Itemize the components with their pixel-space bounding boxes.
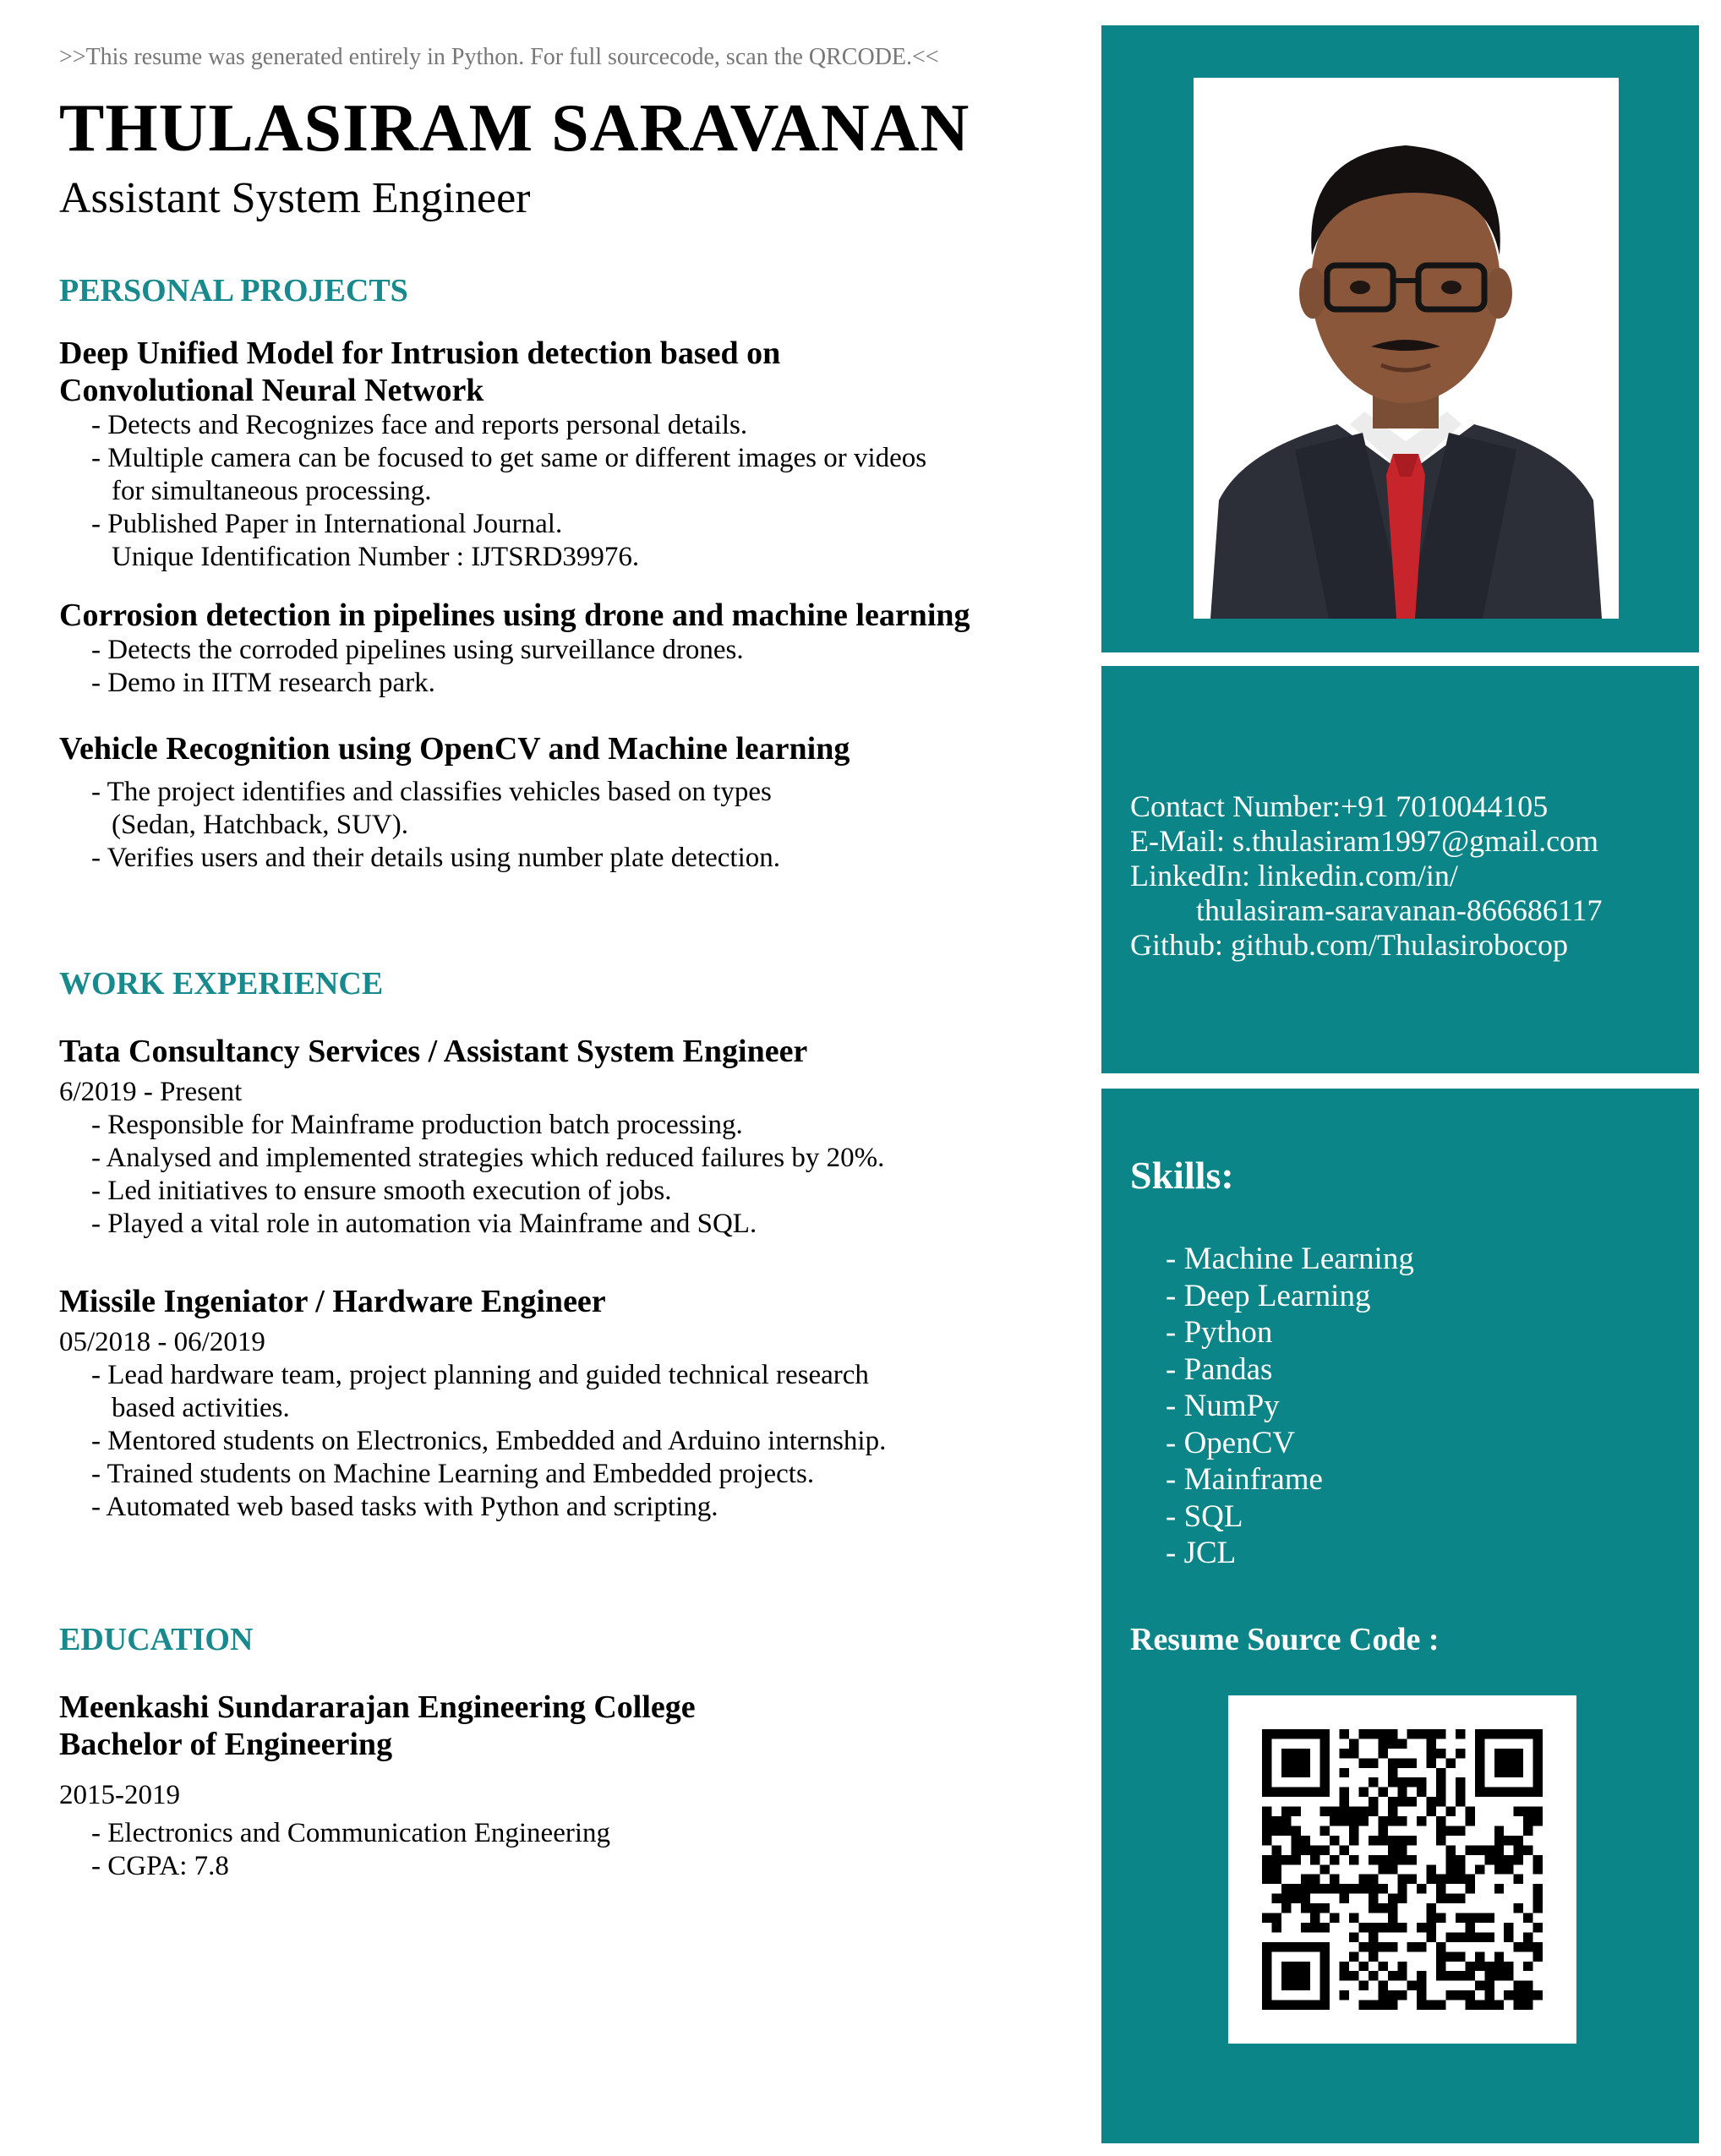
bullet-item: - Electronics and Communication Engineering <box>91 1817 1074 1850</box>
bullet-text: Published Paper in International Journal. <box>107 509 563 539</box>
bullet-continuation: (Sedan, Hatchback, SUV). <box>112 810 408 840</box>
bullet-item: - Verifies users and their details using number plate detection. <box>91 842 1074 875</box>
project-bullets <box>59 409 1074 574</box>
contact-linkedin-continuation[interactable]: thulasiram-saravanan-866686117 <box>1196 893 1603 927</box>
bullet-continuation: for simultaneous processing. <box>112 476 432 506</box>
bullet-item: - Analysed and implemented strategies which reduced failures by 20%. <box>91 1142 1074 1175</box>
photo-panel <box>1101 25 1699 652</box>
bullet-item: - Automated web based tasks with Python and scripting. <box>91 1491 1074 1524</box>
project-title <box>59 335 1074 409</box>
section-heading-personal-projects: PERSONAL PROJECTS <box>59 273 408 308</box>
bullet-item: - Mentored students on Electronics, Embedded and Arduino internship. <box>91 1425 1074 1458</box>
bullet-item: - Detects and Recognizes face and reports personal details. <box>91 409 1074 442</box>
portrait-illustration <box>1194 78 1619 619</box>
section-heading-education: EDUCATION <box>59 1622 254 1657</box>
project-title: Corrosion detection in pipelines using drone and machine learning <box>59 598 970 633</box>
bullet-continuation: Unique Identification Number : IJTSRD39976. <box>112 542 640 572</box>
bullet-item: - Demo in IITM research park. <box>91 667 1074 700</box>
work-tcs <box>59 1033 1074 1241</box>
skill-item: - SQL <box>1166 1498 1414 1536</box>
bullet-text: Lead hardware team, project planning and guided technical research <box>107 1360 869 1390</box>
job-title: Missile Ingeniator / Hardware Engineer <box>59 1284 606 1319</box>
work-missile-ingeniator <box>59 1283 1074 1524</box>
education-entry <box>59 1689 1074 1883</box>
project-title-line: Deep Unified Model for Intrusion detection based on <box>59 336 781 371</box>
skill-item: - Mainframe <box>1166 1461 1414 1498</box>
skill-item: - JCL <box>1166 1535 1414 1572</box>
skill-item: - Deep Learning <box>1166 1278 1414 1315</box>
job-dates: 05/2018 - 06/2019 <box>59 1327 265 1357</box>
education-bullets <box>59 1817 1074 1883</box>
skills-list <box>1166 1241 1414 1572</box>
candidate-title: Assistant System Engineer <box>59 174 531 222</box>
project-corrosion-detection <box>59 597 1074 700</box>
source-code-heading: Resume Source Code : <box>1130 1622 1440 1657</box>
bullet-item <box>91 442 1074 508</box>
bullet-item: - Led initiatives to ensure smooth execution of jobs. <box>91 1175 1074 1208</box>
job-dates: 6/2019 - Present <box>59 1077 243 1107</box>
profile-photo <box>1194 78 1619 619</box>
project-intrusion-detection <box>59 335 1074 574</box>
candidate-name: THULASIRAM SARAVANAN <box>59 91 970 166</box>
skill-item: - Python <box>1166 1314 1414 1351</box>
project-vehicle-recognition <box>59 730 1074 875</box>
bullet-item: - Responsible for Mainframe production batch processing. <box>91 1109 1074 1142</box>
degree-name: Bachelor of Engineering <box>59 1727 393 1762</box>
skill-item: - Machine Learning <box>1166 1241 1414 1278</box>
bullet-item <box>91 1359 1074 1425</box>
job-title: Tata Consultancy Services / Assistant System Engineer <box>59 1034 808 1069</box>
contact-email[interactable]: E-Mail: s.thulasiram1997@gmail.com <box>1130 824 1599 858</box>
bullet-text: The project identifies and classifies vehicles based on types <box>107 777 772 807</box>
section-heading-work-experience: WORK EXPERIENCE <box>59 966 384 1002</box>
skills-panel <box>1101 1089 1699 2143</box>
bullet-item: - Played a vital role in automation via Mainframe and SQL. <box>91 1208 1074 1241</box>
contact-info <box>1130 789 1603 963</box>
bullet-item <box>91 776 1074 842</box>
contact-github[interactable]: Github: github.com/Thulasirobocop <box>1130 928 1568 962</box>
generated-note: >>This resume was generated entirely in Python. For full sourcecode, scan the QRCODE.<< <box>59 44 939 70</box>
qr-code-icon <box>1262 1729 1543 2010</box>
skill-item: - NumPy <box>1166 1388 1414 1425</box>
bullet-item <box>91 508 1074 574</box>
project-bullets <box>59 776 1074 875</box>
project-title-line: Convolutional Neural Network <box>59 373 484 408</box>
bullet-continuation: based activities. <box>112 1393 290 1423</box>
qr-code[interactable] <box>1228 1695 1576 2044</box>
job-bullets <box>59 1109 1074 1241</box>
project-bullets <box>59 634 1074 700</box>
contact-linkedin[interactable]: LinkedIn: linkedin.com/in/ <box>1130 859 1458 892</box>
project-title: Vehicle Recognition using OpenCV and Machine learning <box>59 731 850 767</box>
bullet-item: - CGPA: 7.8 <box>91 1850 1074 1883</box>
job-bullets <box>59 1359 1074 1524</box>
contact-panel <box>1101 666 1699 1073</box>
contact-phone: Contact Number:+91 7010044105 <box>1130 789 1549 823</box>
skill-item: - OpenCV <box>1166 1425 1414 1462</box>
skill-item: - Pandas <box>1166 1351 1414 1389</box>
skills-heading: Skills: <box>1130 1154 1234 1197</box>
bullet-item: - Detects the corroded pipelines using surveillance drones. <box>91 634 1074 667</box>
education-dates: 2015-2019 <box>59 1780 180 1810</box>
college-name: Meenkashi Sundararajan Engineering College <box>59 1689 696 1725</box>
bullet-item: - Trained students on Machine Learning and Embedded projects. <box>91 1458 1074 1491</box>
bullet-text: Multiple camera can be focused to get same or different images or videos <box>107 443 927 473</box>
